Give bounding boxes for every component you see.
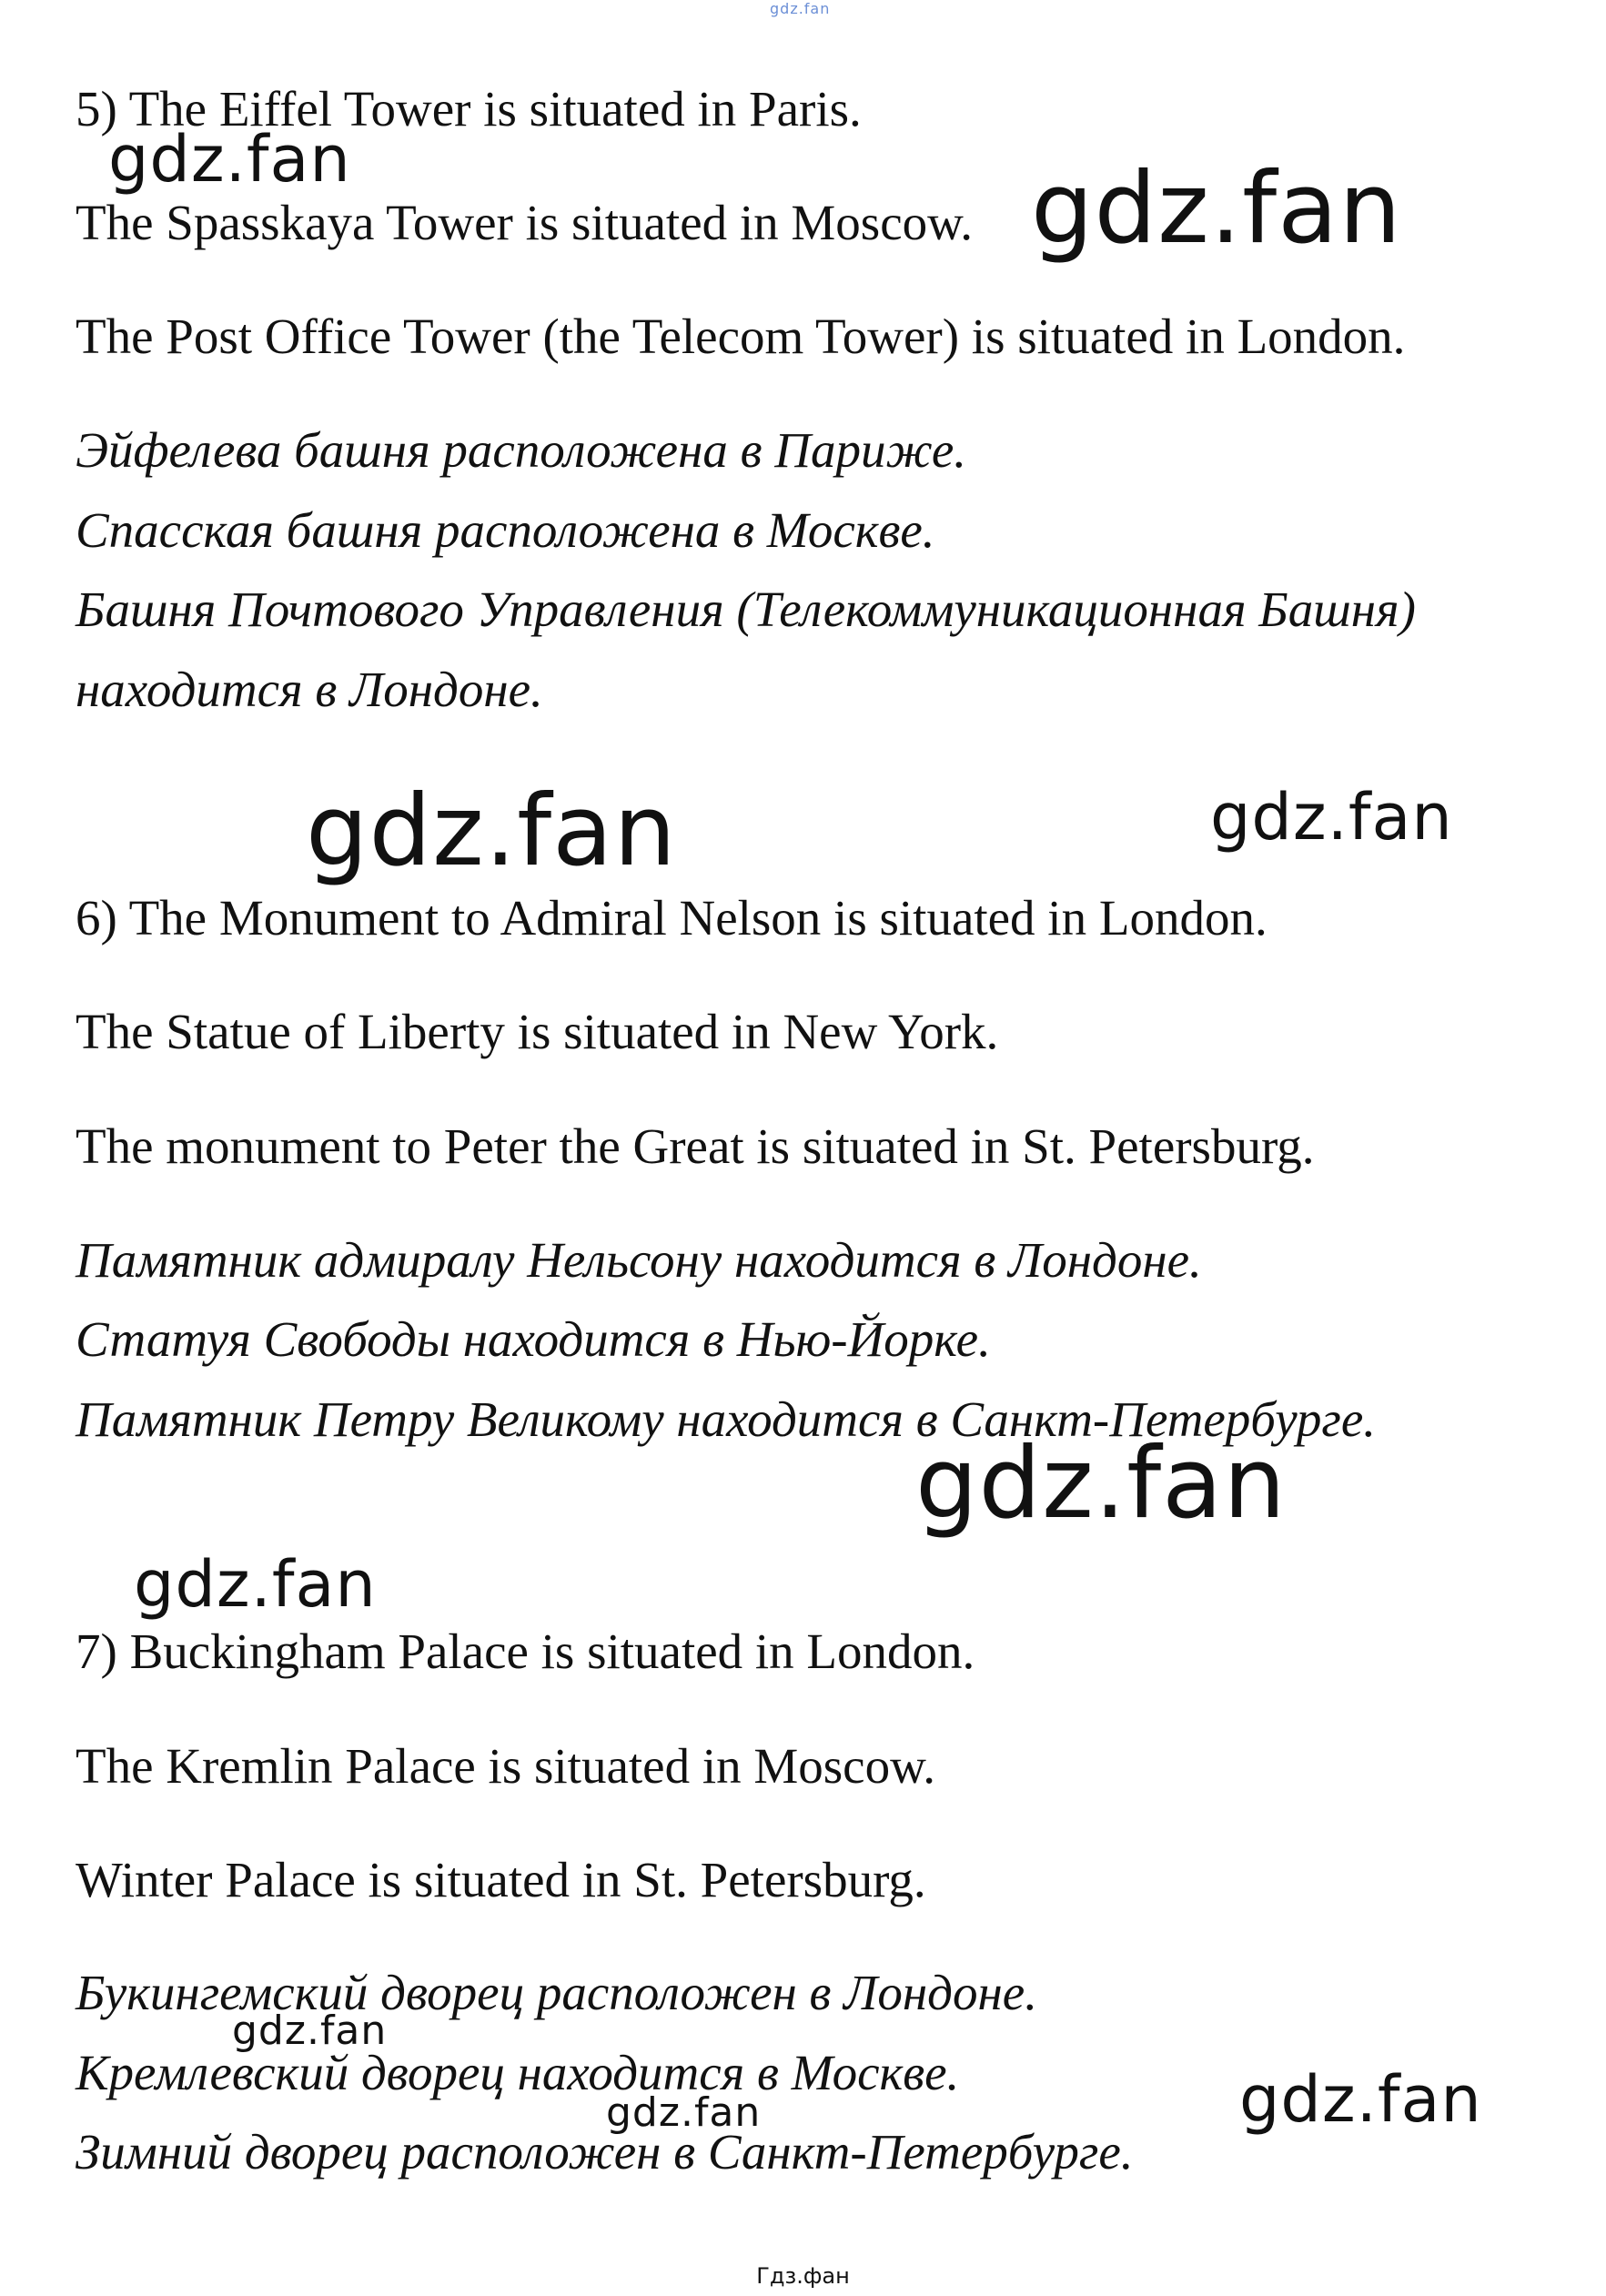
section-6-en-line-2: The Statue of Liberty is situated in New York. <box>76 1004 999 1059</box>
watermark: gdz.fan <box>134 1547 377 1622</box>
watermark: gdz.fan <box>1210 780 1453 855</box>
section-5-en-line-1: 5) The Eiffel Tower is situated in Paris. <box>76 81 862 137</box>
section-7-en-line-2: The Kremlin Palace is situated in Moscow. <box>76 1738 935 1794</box>
section-5-ru-line-3: Башня Почтового Управления (Телекоммуникационная Башня) <box>76 582 1416 637</box>
section-6-ru-line-3: Памятник Петру Великому находится в Санкт-Петербурге. <box>76 1391 1377 1447</box>
section-7-ru-line-1: Букингемский дворец расположен в Лондоне. <box>76 1965 1037 2020</box>
section-5-en-line-3: The Post Office Tower (the Telecom Tower) is situated in London. <box>76 308 1406 364</box>
section-5-ru-line-2: Спасская башня расположена в Москве. <box>76 502 935 558</box>
section-6-en-line-3: The monument to Peter the Great is situated in St. Petersburg. <box>76 1118 1315 1174</box>
section-7-ru-line-3: Зимний дворец расположен в Санкт-Петербурге. <box>76 2124 1134 2180</box>
watermark: gdz.fan <box>770 0 831 17</box>
watermark: gdz.fan <box>232 2008 388 2054</box>
section-7-en-line-3: Winter Palace is situated in St. Petersburg. <box>76 1852 926 1907</box>
section-6-ru-line-1: Памятник адмиралу Нельсону находится в Лондоне. <box>76 1232 1202 1288</box>
section-6-ru-line-2: Статуя Свободы находится в Нью-Йорке. <box>76 1311 991 1367</box>
watermark: gdz.fan <box>606 2089 762 2136</box>
watermark: gdz.fan <box>306 774 677 888</box>
watermark: gdz.fan <box>1031 152 1402 266</box>
section-5-ru-line-1: Эйфелева башня расположена в Париже. <box>76 422 967 478</box>
section-7-ru-line-2: Кремлевский дворец находится в Москве. <box>76 2045 960 2100</box>
page-footer: Гдз.фан <box>756 2263 850 2289</box>
section-7-en-line-1: 7) Buckingham Palace is situated in London. <box>76 1623 975 1679</box>
section-5-ru-line-4: находится в Лондоне. <box>76 662 543 717</box>
watermark: gdz.fan <box>1239 2062 1482 2137</box>
section-5-en-line-2: The Spasskaya Tower is situated in Moscow. <box>76 195 973 250</box>
section-6-en-line-1: 6) The Monument to Admiral Nelson is situated in London. <box>76 890 1268 946</box>
watermark: gdz.fan <box>915 1427 1287 1541</box>
watermark: gdz.fan <box>108 122 351 197</box>
